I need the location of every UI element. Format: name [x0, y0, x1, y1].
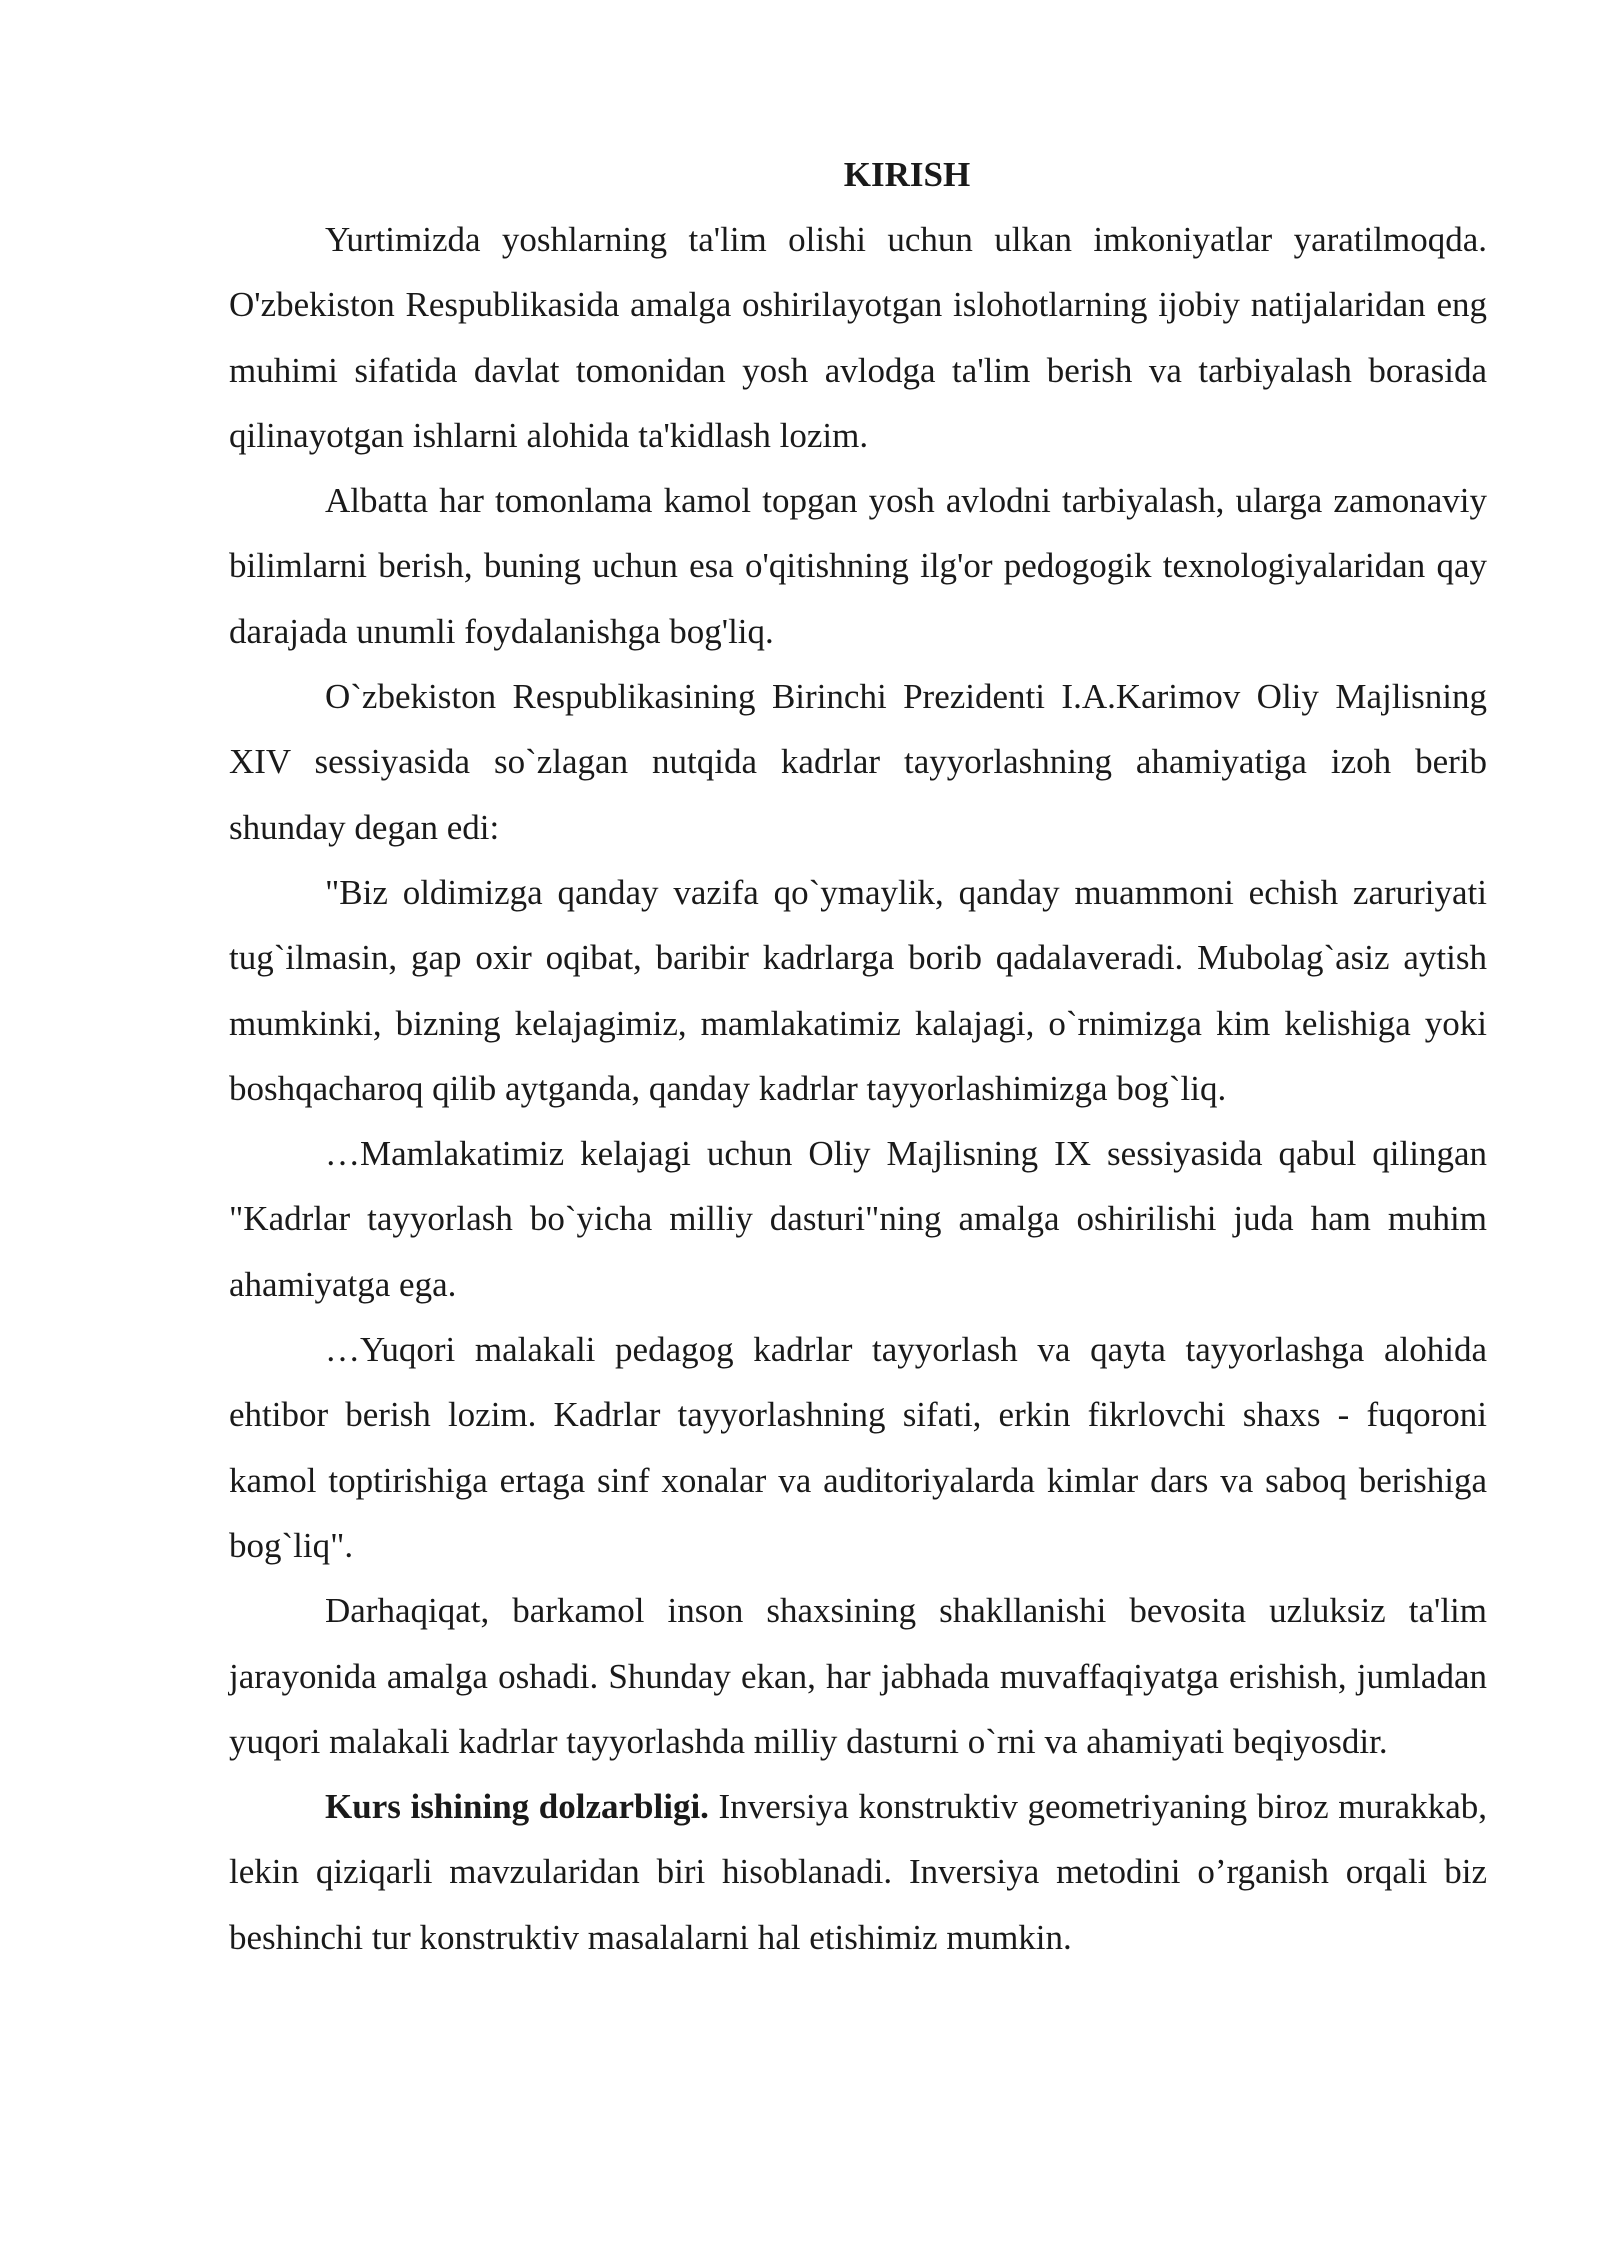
paragraph-1: Yurtimizda yoshlarning ta'lim olishi uchun ulkan imkoniyatlar yaratilmoqda. O'zbekiston Respublikasida amalga oshirilayotgan islohotlarning ijobiy natijalaridan eng muhimi sifatida davlat tomonidan yosh avlodga ta'lim berish va tarbiyalash borasida qilinayotgan ishlarni alohida ta'kidlash lozim.	[229, 220, 1487, 455]
document-body	[229, 142, 1487, 1970]
quote-paragraph-2: …Mamlakatimiz kelajagi uchun Oliy Majlisning IX sessiyasida qabul qilingan "Kadrlar tayyorlash bo`yicha milliy dasturi"ning amalga oshirilishi juda ham muhim ahamiyatga ega.	[229, 1134, 1487, 1304]
quote-paragraph-1: "Biz oldimizga qanday vazifa qo`ymaylik, qanday muammoni echish zaruriyati tug`ilmasin, gap oxir oqibat, baribir kadrlarga borib qadalaveradi. Mubolag`asiz aytish mumkinki, bizning kelajagimiz, mamlakatimiz kalajagi, o`rnimizga kim kelishiga yoki boshqacharoq qilib aytganda, qanday kadrlar tayyorlashimizga bog`liq.	[229, 872, 1487, 1108]
section-heading: KIRISH	[843, 155, 971, 194]
paragraph-4: Darhaqiqat, barkamol inson shaxsining shakllanishi bevosita uzluksiz ta'lim jarayonida amalga oshadi. Shunday ekan, har jabhada muvaffaqiyatga erishish, jumladan yuqori malakali kadrlar tayyorlashda milliy dasturni o`rni va ahamiyati beqiyosdir.	[229, 1591, 1487, 1761]
relevance-text: Inversiya konstruktiv geometriyaning biroz murakkab, lekin qiziqarli mavzularidan biri hisoblanadi. Inversiya metodini o’rganish orqali biz beshinchi tur konstruktiv masalalarni hal etishimiz mumkin.	[229, 1787, 1487, 1957]
quote-paragraph-3: …Yuqori malakali pedagog kadrlar tayyorlash va qayta tayyorlashga alohida ehtibor berish lozim. Kadrlar tayyorlashning sifati, erkin fikrlovchi shaxs - fuqoroni kamol toptirishiga ertaga sinf xonalar va auditoriyalarda kimlar dars va saboq berishiga bog`liq".	[229, 1330, 1487, 1565]
relevance-lead: Kurs ishining dolzarbligi.	[325, 1787, 709, 1827]
paragraph-2: Albatta har tomonlama kamol topgan yosh avlodni tarbiyalash, ularga zamonaviy bilimlarni berish, buning uchun esa o'qitishning ilg'or pedogogik texnologiyalaridan qay darajada unumli foydalanishga bog'liq.	[229, 481, 1487, 651]
relevance-paragraph	[229, 1774, 1487, 1970]
paragraph-3: O`zbekiston Respublikasining Birinchi Prezidenti I.A.Karimov Oliy Majlisning XIV sessiyasida so`zlagan nutqida kadrlar tayyorlashning ahamiyatiga izoh berib shunday degan edi:	[229, 677, 1487, 847]
